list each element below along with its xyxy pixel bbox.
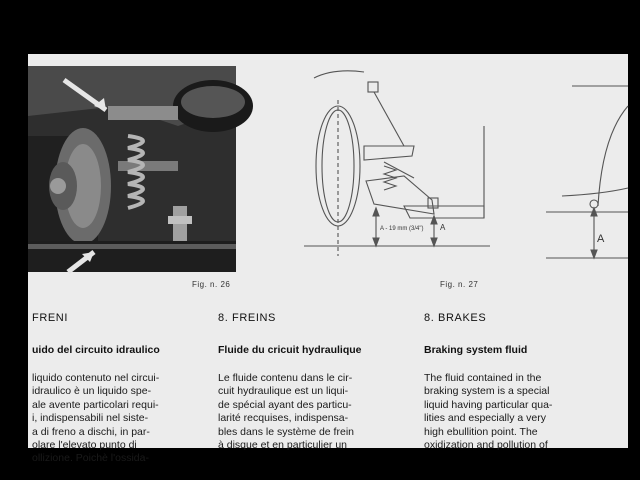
text-line: bles dans le système de frein xyxy=(218,425,354,438)
text-line: liquido contenuto nel circui- xyxy=(32,372,160,384)
section-heading-it: FRENI xyxy=(32,312,68,324)
subheading-en: Braking system fluid xyxy=(424,344,528,356)
fig-26-caption: Fig. n. 26 xyxy=(192,280,231,289)
text-line: high ebullition point. The xyxy=(424,425,538,438)
subheading-it: uido del circuito idraulico xyxy=(32,344,160,356)
subheading-fr: Fluide du cricuit hydraulique xyxy=(218,344,362,356)
section-heading-en: 8. BRAKES xyxy=(424,312,487,324)
dimension-a-label: A xyxy=(440,223,446,232)
text-line: idraulico è un liquido spe- xyxy=(32,385,152,398)
suspension-photo xyxy=(28,66,236,272)
fig-27-caption: Fig. n. 27 xyxy=(440,280,479,289)
dimension-label: A - 19 mm (3/4") xyxy=(380,226,424,232)
partial-drawing xyxy=(542,76,628,266)
text-line: à disque et en particulier un xyxy=(218,439,347,452)
manual-page xyxy=(28,54,628,465)
text-line: de spécial ayant des particu- xyxy=(218,398,352,411)
section-heading-fr: 8. FREINS xyxy=(218,312,276,324)
text-line: i, indispensabili nel siste- xyxy=(32,412,149,425)
dimension-a-right-label: A xyxy=(597,233,605,245)
text-line: oxidization and pollution of xyxy=(424,439,548,452)
text-line: larité recquises, indispensa- xyxy=(218,412,349,425)
text-line: ollizione. Poichè l'ossida- xyxy=(32,452,149,465)
text-line: liquid having particular qua- xyxy=(424,398,553,411)
text-line: The fluid contained in the xyxy=(424,372,542,384)
suspension-drawing xyxy=(294,66,494,256)
text-line: Le fluide contenu dans le cir- xyxy=(218,372,353,384)
text-line: lities and especially a very xyxy=(424,412,546,425)
text-line: cuit hydraulique est un liqui- xyxy=(218,385,349,398)
text-line: a di freno a dischi, in par- xyxy=(32,425,150,438)
text-line: braking system is a special xyxy=(424,385,550,398)
text-line: ale avente particolari requi- xyxy=(32,398,159,411)
text-line: olare l'elevato punto di xyxy=(32,439,137,452)
